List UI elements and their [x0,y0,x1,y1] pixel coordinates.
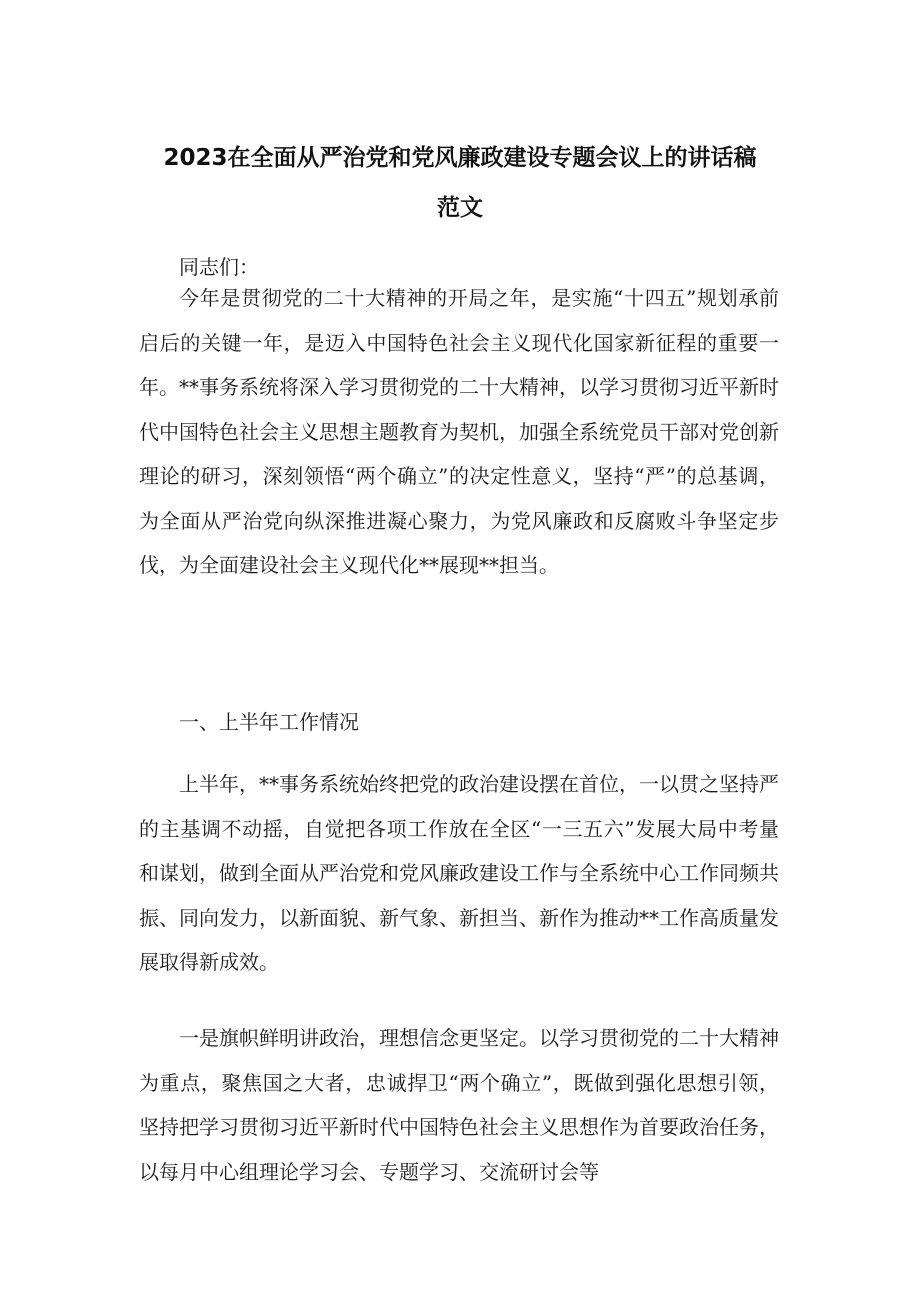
first-half-paragraph: 上半年，**事务系统始终把党的政治建设摆在首位，一以贯之坚持严的主基调不动摇，自觉把各项工作放在全区“一三五六”发展大局中考量和谋划，做到全面从严治党和党风廉政建设工作与全系统中心工作同频共振、同向发力，以新面貌、新气象、新担当、新作为推动**工作高质量发展取得新成效。 [139,772,779,974]
document-title-line-2: 范文 [437,195,483,221]
point-one-paragraph: 一是旗帜鲜明讲政治，理想信念更坚定。以学习贯彻党的二十大精神为重点，聚焦国之大者，忠诚捍卫“两个确立”，既做到强化思想引领，坚持把学习贯彻习近平新时代中国特色社会主义思想作为首要政治任务，以每月中心组理论学习会、专题学习、交流研讨会等 [139,1026,779,1184]
greeting: 同志们： [179,255,259,279]
section-heading-first-half: 一、上半年工作情况 [179,710,359,734]
document-title-line-1: 2023在全面从严治党和党风廉政建设专题会议上的讲话稿 [163,145,757,171]
intro-paragraph: 今年是贯彻党的二十大精神的开局之年，是实施“十四五”规划承前启后的关键一年，是迈入中国特色社会主义现代化国家新征程的重要一年。**事务系统将深入学习贯彻党的二十大精神，以学习贯彻习近平新时代中国特色社会主义思想主题教育为契机，加强全系统党员干部对党创新理论的研习，深刻领悟“两个确立”的决定性意义，坚持“严”的总基调，为全面从严治党向纵深推进凝心聚力，为党风廉政和反腐败斗争坚定步伐，为全面建设社会主义现代化**展现**担当。 [139,286,779,577]
